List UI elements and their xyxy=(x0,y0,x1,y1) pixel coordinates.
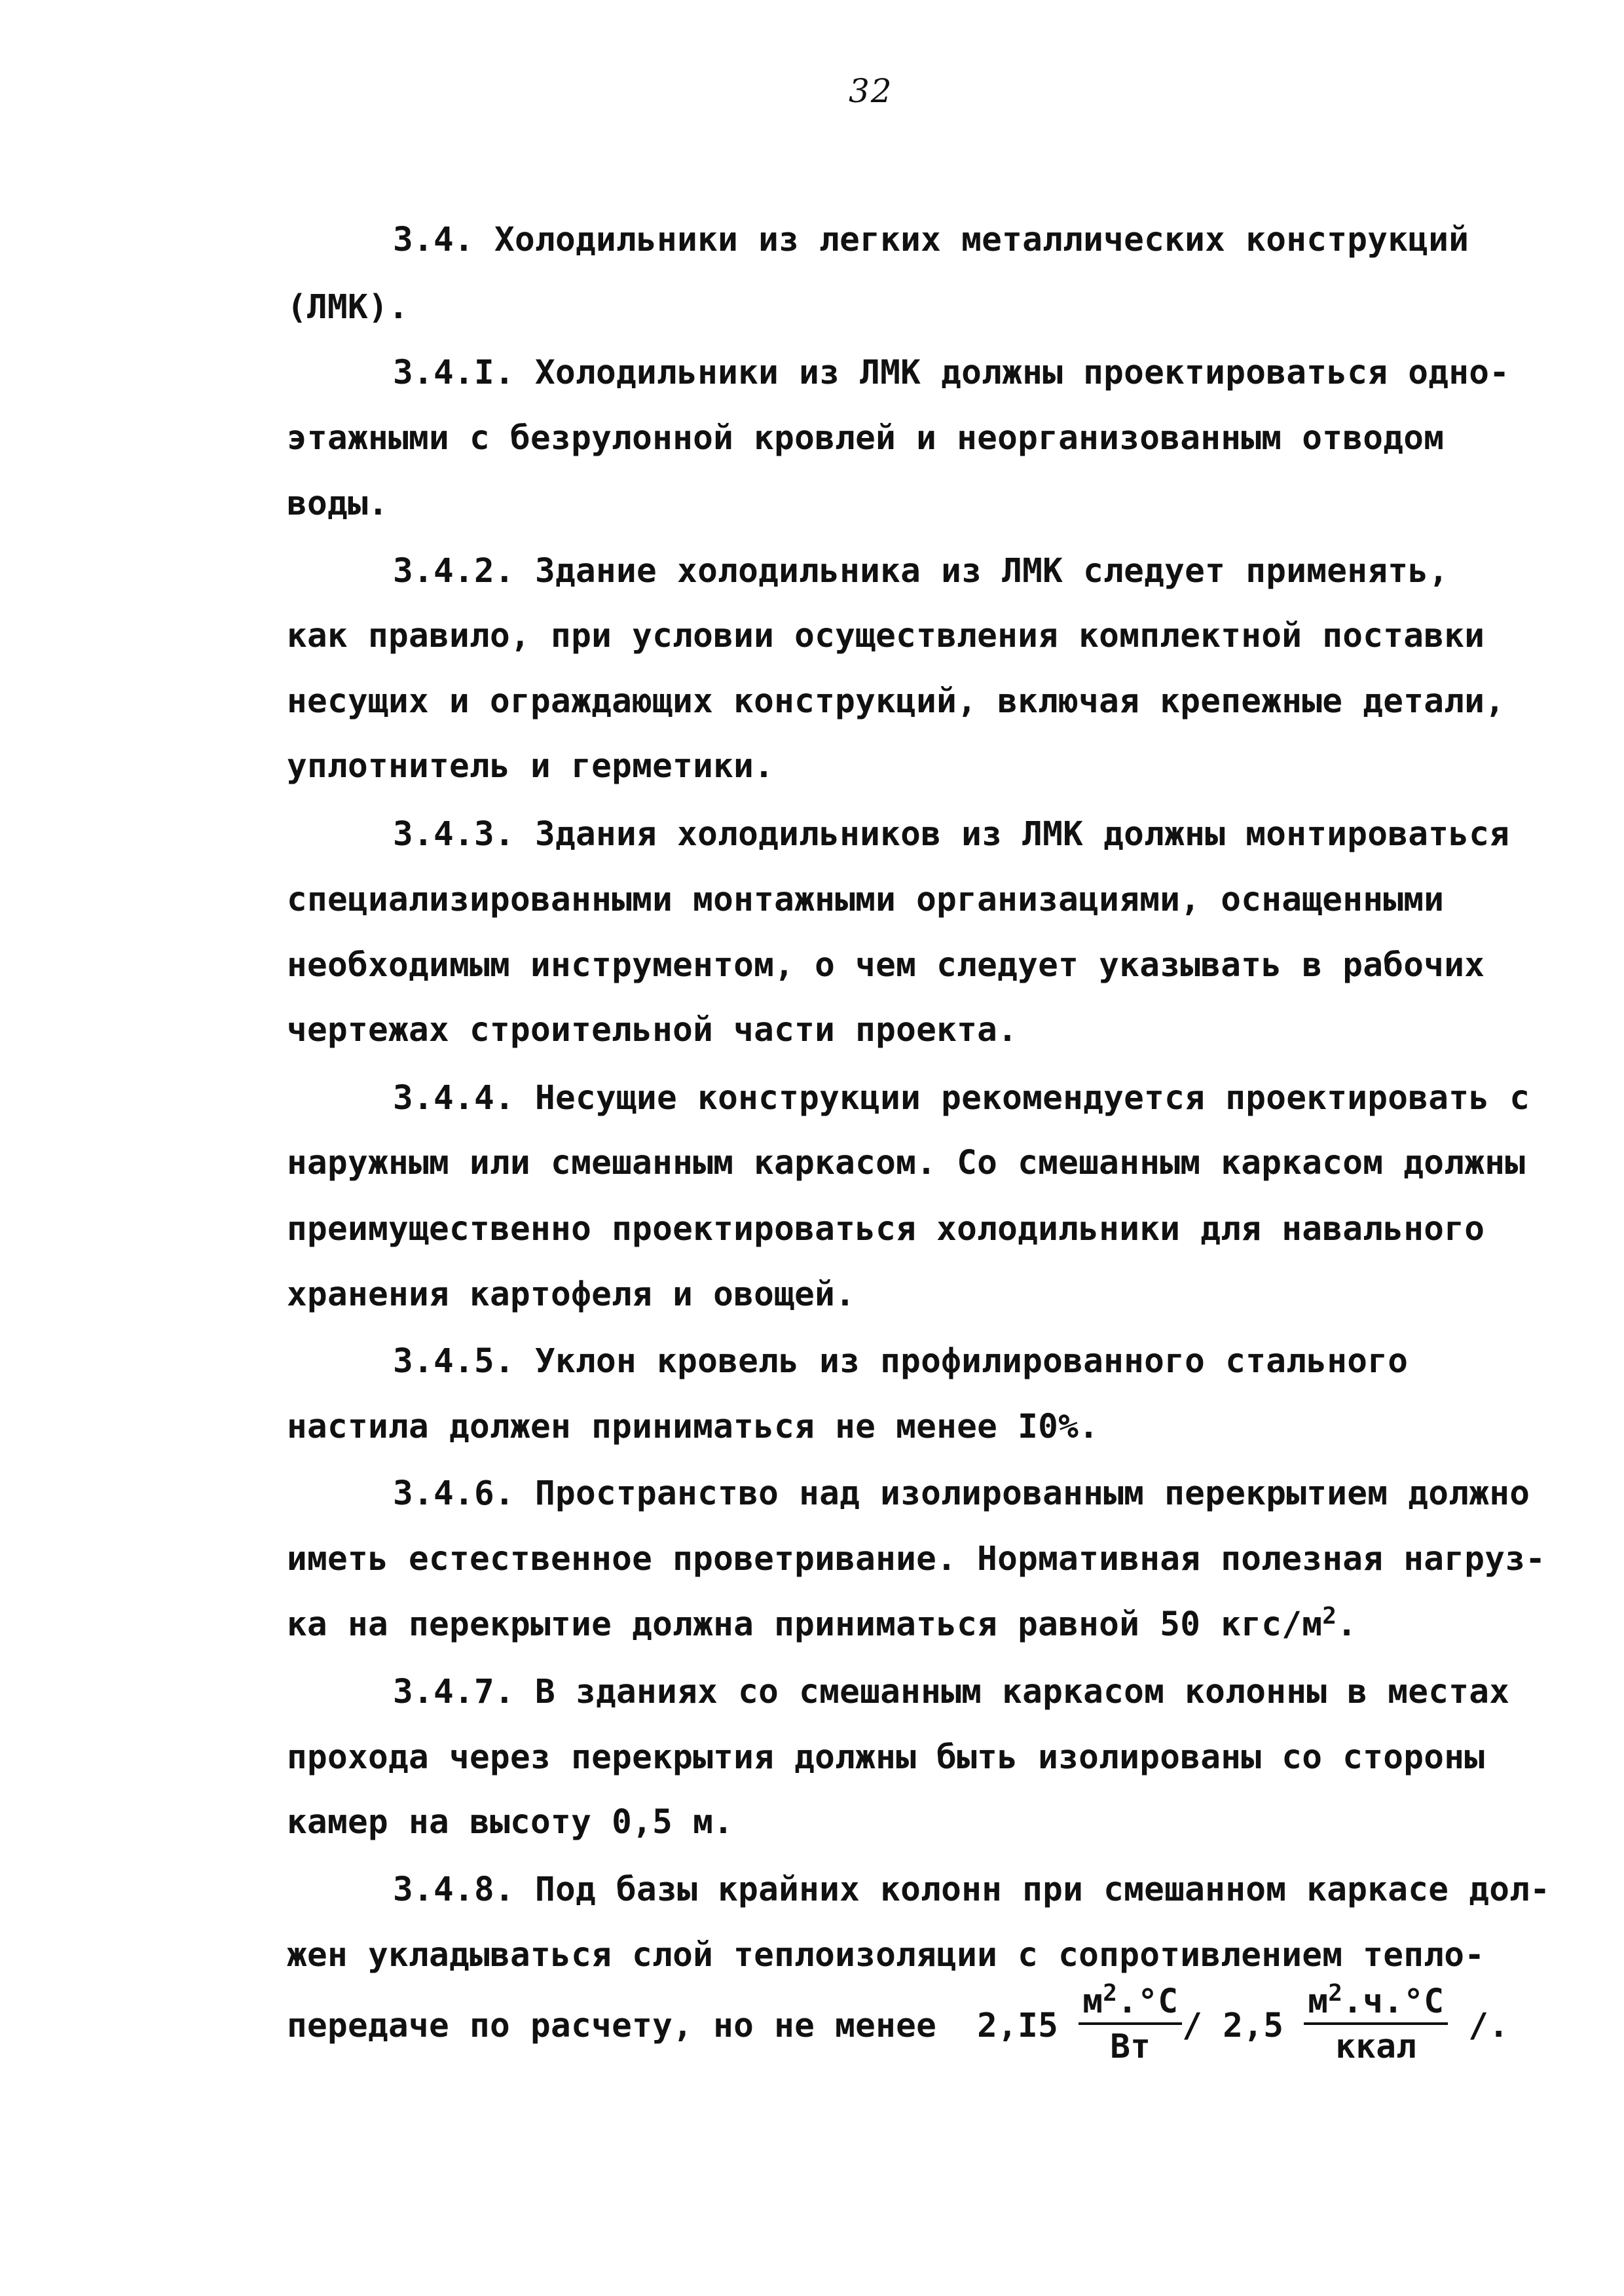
fraction-kcal-num-base: м xyxy=(1308,1982,1329,2021)
paragraph-line: 3.4.3. Здания холодильников из ЛМК должны монтироваться xyxy=(393,815,1510,854)
paragraph-line: иметь естественное проветривание. Нормативная полезная нагруз- xyxy=(287,1540,1546,1578)
formula-prefix: передаче по расчету, но не менее 2,I5 xyxy=(287,2007,1079,2045)
paragraph-line: необходимым инструментом, о чем следует указывать в рабочих xyxy=(287,946,1485,985)
paragraph-line: камер на высоту 0,5 м. xyxy=(287,1803,734,1842)
fraction-si-numerator xyxy=(1079,1980,1182,2025)
load-sup: 2 xyxy=(1322,1603,1337,1630)
fraction-kcal-num-sup: 2 xyxy=(1328,1980,1343,2007)
paragraph-line: 3.4.I. Холодильники из ЛМК должны проектироваться одно- xyxy=(393,354,1510,392)
formula-line xyxy=(287,1980,1509,2066)
section-heading-cont: (ЛМК). xyxy=(287,288,409,327)
paragraph-line: 3.4.2. Здание холодильника из ЛМК следует применять, xyxy=(393,552,1449,591)
paragraph-line: 3.4.7. В зданиях со смешанным каркасом колонны в местах xyxy=(393,1673,1510,1711)
paragraph-line: воды. xyxy=(287,484,389,523)
paragraph-line: прохода через перекрытия должны быть изолированы со стороны xyxy=(287,1738,1485,1777)
fraction-kcal xyxy=(1304,1980,1448,2066)
paragraph-line: жен укладываться слой теплоизоляции с сопротивлением тепло- xyxy=(287,1936,1485,1975)
paragraph-line: наружным или смешанным каркасом. Со смешанным каркасом должны xyxy=(287,1144,1526,1182)
paragraph-line: 3.4.4. Несущие конструкции рекомендуется проектировать с xyxy=(393,1079,1530,1118)
fraction-si-denominator: Вт xyxy=(1110,2028,1151,2066)
paragraph-line: уплотнитель и герметики. xyxy=(287,747,775,786)
section-heading: 3.4. Холодильники из легких металлических конструкций xyxy=(393,221,1469,259)
paragraph-line: чертежах строительной части проекта. xyxy=(287,1011,1018,1049)
formula-middle: / 2,5 xyxy=(1182,2007,1304,2045)
fraction-si-num-base: м xyxy=(1082,1982,1103,2021)
paragraph-line: несущих и ограждающих конструкций, включая крепежные детали, xyxy=(287,682,1505,721)
paragraph-line: специализированными монтажными организациями, оснащенными xyxy=(287,881,1445,919)
fraction-kcal-denominator: ккал xyxy=(1335,2028,1417,2066)
load-end: . xyxy=(1337,1605,1357,1644)
paragraph-line: 3.4.8. Под базы крайних колонн при смешанном каркасе дол- xyxy=(393,1870,1551,1909)
paragraph-line: 3.4.5. Уклон кровель из профилированного стального xyxy=(393,1342,1409,1381)
load-line xyxy=(287,1605,1357,1645)
formula-suffix: /. xyxy=(1448,2007,1509,2045)
load-text: ка на перекрытие должна приниматься равной 50 кгс/м xyxy=(287,1605,1323,1644)
fraction-kcal-num-rest: .ч.°С xyxy=(1342,1982,1445,2021)
fraction-si-num-rest: .°С xyxy=(1117,1982,1179,2021)
fraction-si xyxy=(1079,1980,1182,2066)
page-number: 32 xyxy=(849,72,893,110)
fraction-si-num-sup: 2 xyxy=(1103,1980,1118,2007)
fraction-kcal-numerator xyxy=(1304,1980,1448,2025)
paragraph-line: настила должен приниматься не менее I0%. xyxy=(287,1408,1099,1446)
paragraph-line: хранения картофеля и овощей. xyxy=(287,1275,856,1314)
paragraph-line: как правило, при условии осуществления комплектной поставки xyxy=(287,617,1485,655)
paragraph-line: преимущественно проектироваться холодильники для навального xyxy=(287,1210,1485,1248)
paragraph-line: этажными с безрулонной кровлей и неорганизованным отводом xyxy=(287,419,1445,458)
paragraph-line: 3.4.6. Пространство над изолированным перекрытием должно xyxy=(393,1474,1530,1513)
